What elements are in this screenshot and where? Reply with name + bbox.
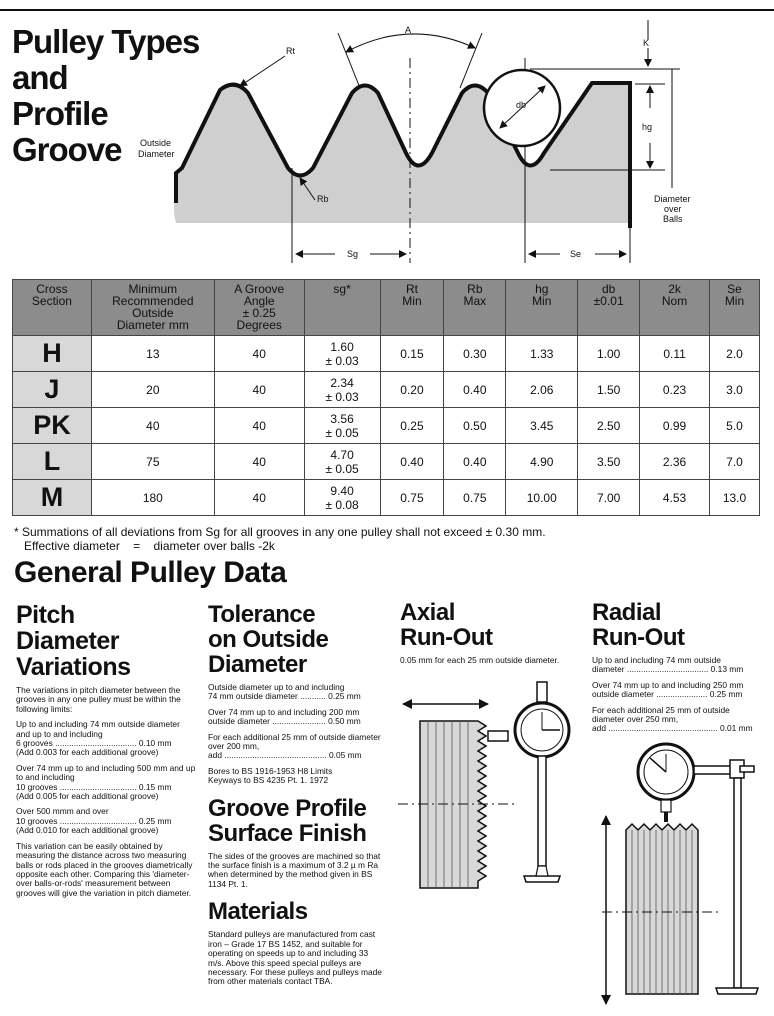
paragraph (16, 807, 196, 835)
heading-line: Diameter (16, 627, 119, 655)
section-heading: General Pulley Data (14, 556, 287, 589)
cell-db: 1.50 (578, 372, 640, 408)
header-line: Minimum (128, 282, 178, 296)
text-line: Over 500 mmm and over (16, 806, 109, 817)
text-line: (Add 0.010 for each additional groove) (16, 825, 159, 836)
table-header-row (13, 280, 760, 336)
cell-sg (304, 336, 380, 372)
axial-runout-section (400, 600, 570, 671)
cell-2k: 2.36 (640, 444, 710, 480)
text-line: Outside diameter up to and including (208, 682, 345, 692)
heading-line: Tolerance (208, 601, 316, 628)
cell-rt: 0.75 (380, 480, 444, 516)
sg-value: 4.70 (330, 447, 354, 462)
header-line: Max (463, 294, 487, 308)
label-diameter-over-balls: over (664, 204, 682, 214)
header-line: Nom (661, 294, 688, 308)
paragraph: This variation can be easily obtained by measuring the distance across two measuring balls or rods placed in the grooves diametrically opposite each other. Comparing this 'diameter-over balls-or-rods' measurement between grooves will give the variation in pitch diameter. (16, 840, 193, 898)
label-diameter-over-balls: Balls (663, 214, 683, 224)
header-line: Rb (467, 282, 483, 296)
paragraph (208, 767, 386, 786)
cell-section: PK (13, 408, 92, 444)
paragraph (16, 720, 196, 758)
footnote-line: * Summations of all deviations from Sg for all grooves in any one pulley shall not exceed ± 0.30 mm. (14, 525, 546, 539)
header-line: Section (31, 294, 72, 308)
header-hg (506, 280, 578, 336)
paragraph (208, 733, 386, 761)
cell-se: 13.0 (709, 480, 759, 516)
sg-tolerance: ± 0.03 (325, 353, 359, 368)
text-line: Up to and including 74 mm outside diameter and up to and including (16, 719, 180, 739)
cell-sg (304, 480, 380, 516)
text-line: For each additional 25 mm of outside diameter over 200 mm, (208, 731, 381, 752)
text-line: Bores to BS 1916-1953 H8 Limits (208, 765, 333, 776)
cell-rb: 0.30 (444, 336, 506, 372)
title-line: and (12, 59, 68, 96)
text-line: Over 74 mm up to and including 200 mm (208, 706, 360, 717)
tolerance-section (208, 602, 386, 993)
header-groove-angle (214, 280, 304, 336)
text-line: 10 grooves ................................. 0.25 mm (16, 815, 172, 826)
section-heading (400, 600, 570, 650)
text-line: add ............................................... 0.01 mm (592, 723, 753, 734)
header-line: Rt (405, 282, 418, 296)
cell-angle: 40 (214, 444, 304, 480)
cell-rt: 0.15 (380, 336, 444, 372)
header-min-od (91, 280, 214, 336)
paragraph: The variations in pitch diameter between the grooves in any one pulley must be within the following limits: (16, 685, 181, 714)
cell-min-od: 40 (91, 408, 214, 444)
cell-se: 3.0 (709, 372, 759, 408)
cell-angle: 40 (214, 480, 304, 516)
label-outside-diameter: Diameter (138, 149, 175, 159)
header-rt (380, 280, 444, 336)
header-line: 2k (668, 282, 681, 296)
cell-min-od: 20 (91, 372, 214, 408)
text-line: (Add 0.005 for each additional groove) (16, 791, 159, 802)
label-rt: Rt (286, 46, 295, 56)
cell-hg: 2.06 (506, 372, 578, 408)
table-row (13, 408, 760, 444)
header-line: Recommended (112, 294, 194, 308)
text-line: outside diameter ...................... 0.25 mm (592, 689, 743, 700)
section-heading (208, 602, 386, 677)
pitch-diameter-section (16, 602, 196, 904)
cell-hg: 3.45 (506, 408, 578, 444)
text-line: For each additional 25 mm of outside diameter over 250 mm, (592, 704, 730, 725)
groove-dimensions-table (12, 279, 760, 516)
header-line: Se (727, 282, 742, 296)
table-row (13, 372, 760, 408)
cell-sg (304, 372, 380, 408)
title-line: Pulley Types (12, 23, 200, 60)
cell-2k: 4.53 (640, 480, 710, 516)
paragraph (208, 683, 386, 702)
cell-2k: 0.11 (640, 336, 710, 372)
cell-min-od: 13 (91, 336, 214, 372)
cell-db: 7.00 (578, 480, 640, 516)
section-heading: Materials (208, 898, 308, 926)
header-line: Angle (243, 294, 275, 308)
heading-line: Radial (592, 599, 662, 626)
cell-min-od: 180 (91, 480, 214, 516)
paragraph (16, 764, 196, 802)
table-row (13, 480, 760, 516)
cell-db: 1.00 (578, 336, 640, 372)
heading-line: Run-Out (400, 624, 493, 651)
label-db: db (516, 100, 527, 110)
header-line: Outside (132, 306, 174, 320)
cell-section: H (13, 336, 92, 372)
cell-sg (304, 444, 380, 480)
label-hg: hg (642, 122, 653, 132)
cell-se: 2.0 (709, 336, 759, 372)
cell-section: J (13, 372, 92, 408)
pulley-body (174, 83, 630, 223)
paragraph (592, 706, 764, 734)
header-line: Cross (36, 282, 68, 296)
radial-runout-section (592, 600, 764, 740)
header-cross-section (13, 280, 92, 336)
title-line: Profile (12, 95, 108, 132)
cell-hg: 4.90 (506, 444, 578, 480)
header-line: db (601, 282, 616, 296)
cell-2k: 0.23 (640, 372, 710, 408)
header-line: Min (532, 294, 552, 308)
cell-rb: 0.40 (444, 444, 506, 480)
header-sg (304, 280, 380, 336)
sg-value: 9.40 (330, 483, 354, 498)
paragraph (592, 681, 764, 700)
paragraph (208, 708, 386, 727)
text-line: (Add 0.003 for each additional groove) (16, 747, 159, 758)
text-line: 6 grooves ................................... 0.10 mm (16, 738, 172, 749)
radial-runout-gauge-illustration (594, 736, 764, 1008)
label-a: A (405, 25, 412, 35)
sg-tolerance: ± 0.05 (325, 425, 359, 440)
groove-profile-diagram (120, 18, 774, 268)
header-db (578, 280, 640, 336)
header-rb (444, 280, 506, 336)
cell-se: 7.0 (709, 444, 759, 480)
header-line: ± 0.25 (242, 306, 276, 320)
label-se: Se (570, 249, 582, 259)
heading-line: Groove Profile (208, 794, 367, 822)
text-line: Over 74 mm up to and including 250 mm (592, 679, 744, 690)
table-footnote (14, 525, 546, 553)
heading-line: Axial (400, 599, 455, 626)
cell-db: 3.50 (578, 444, 640, 480)
cell-hg: 10.00 (506, 480, 578, 516)
section-heading (16, 602, 196, 680)
heading-line: Run-Out (592, 624, 685, 651)
text-line: Over 74 mm up to and including 500 mm and up to and including (16, 762, 196, 783)
header-se (709, 280, 759, 336)
header-2k (640, 280, 710, 336)
paragraph (592, 656, 764, 675)
heading-line: Pitch (16, 601, 75, 629)
label-rb: Rb (317, 194, 329, 204)
text-line: Up to and including 74 mm outside (592, 655, 721, 665)
heading-line: Surface Finish (208, 819, 367, 847)
cell-min-od: 75 (91, 444, 214, 480)
cell-angle: 40 (214, 372, 304, 408)
sg-tolerance: ± 0.08 (325, 497, 359, 512)
cell-2k: 0.99 (640, 408, 710, 444)
cell-rt: 0.20 (380, 372, 444, 408)
table-row (13, 336, 760, 372)
label-sg: Sg (347, 249, 359, 259)
paragraph: Standard pulleys are manufactured from cast iron – Grade 17 BS 1452, and suitable for operating on speeds up to and including 33 m/s. Above this speed special pulleys are necessary. For these pulleys and pulleys made from other materials contact TBA. (208, 929, 382, 987)
cell-section: M (13, 480, 92, 516)
heading-line: Diameter (208, 651, 307, 678)
text-line: 74 mm outside diameter ........... 0.25 mm (208, 691, 361, 702)
heading-line: Variations (16, 653, 131, 681)
cell-angle: 40 (214, 408, 304, 444)
header-line: hg (535, 282, 549, 296)
sg-tolerance: ± 0.03 (325, 389, 359, 404)
cell-rt: 0.40 (380, 444, 444, 480)
paragraph: 0.05 mm for each 25 mm outside diameter. (400, 655, 560, 665)
header-line: Diameter mm (116, 318, 189, 332)
sg-value: 3.56 (330, 411, 354, 426)
header-line: Degrees (236, 318, 282, 332)
cell-angle: 40 (214, 336, 304, 372)
cell-se: 5.0 (709, 408, 759, 444)
header-line: sg* (333, 282, 351, 296)
top-rule (0, 9, 774, 11)
cell-rt: 0.25 (380, 408, 444, 444)
header-line: Min (402, 294, 422, 308)
cell-rb: 0.40 (444, 372, 506, 408)
sg-value: 1.60 (330, 339, 354, 354)
axial-runout-gauge-illustration (398, 676, 588, 906)
text-line: outside diameter ....................... 0.50 mm (208, 716, 361, 727)
text-line: 10 grooves ................................. 0.15 mm (16, 781, 172, 792)
table-row (13, 444, 760, 480)
label-diameter-over-balls: Diameter (654, 194, 691, 204)
section-heading (592, 600, 764, 650)
header-line: ±0.01 (593, 294, 624, 308)
title-line: Groove (12, 131, 122, 168)
sg-tolerance: ± 0.05 (325, 461, 359, 476)
cell-section: L (13, 444, 92, 480)
cell-sg (304, 408, 380, 444)
footnote-line: Effective diameter = diameter over balls -2k (24, 539, 275, 553)
paragraph: The sides of the grooves are machined so that the surface finish is a maximum of 3.2 µ m Ra when determined by the method given in BS 1134 Pt. 1. (208, 850, 381, 889)
section-heading (208, 796, 386, 846)
header-line: A Groove (234, 282, 285, 296)
cell-rb: 0.50 (444, 408, 506, 444)
text-line: Keyways to BS 4235 Pt. 1. 1972 (208, 775, 329, 786)
heading-line: on Outside (208, 626, 329, 653)
label-k: K (643, 38, 650, 48)
cell-hg: 1.33 (506, 336, 578, 372)
text-line: diameter ................................... 0.13 mm (592, 664, 744, 675)
label-outside-diameter: Outside (140, 138, 172, 148)
cell-rb: 0.75 (444, 480, 506, 516)
header-line: Min (724, 294, 745, 308)
cell-db: 2.50 (578, 408, 640, 444)
sg-value: 2.34 (330, 375, 354, 390)
text-line: add ............................................ 0.05 mm (208, 750, 362, 761)
